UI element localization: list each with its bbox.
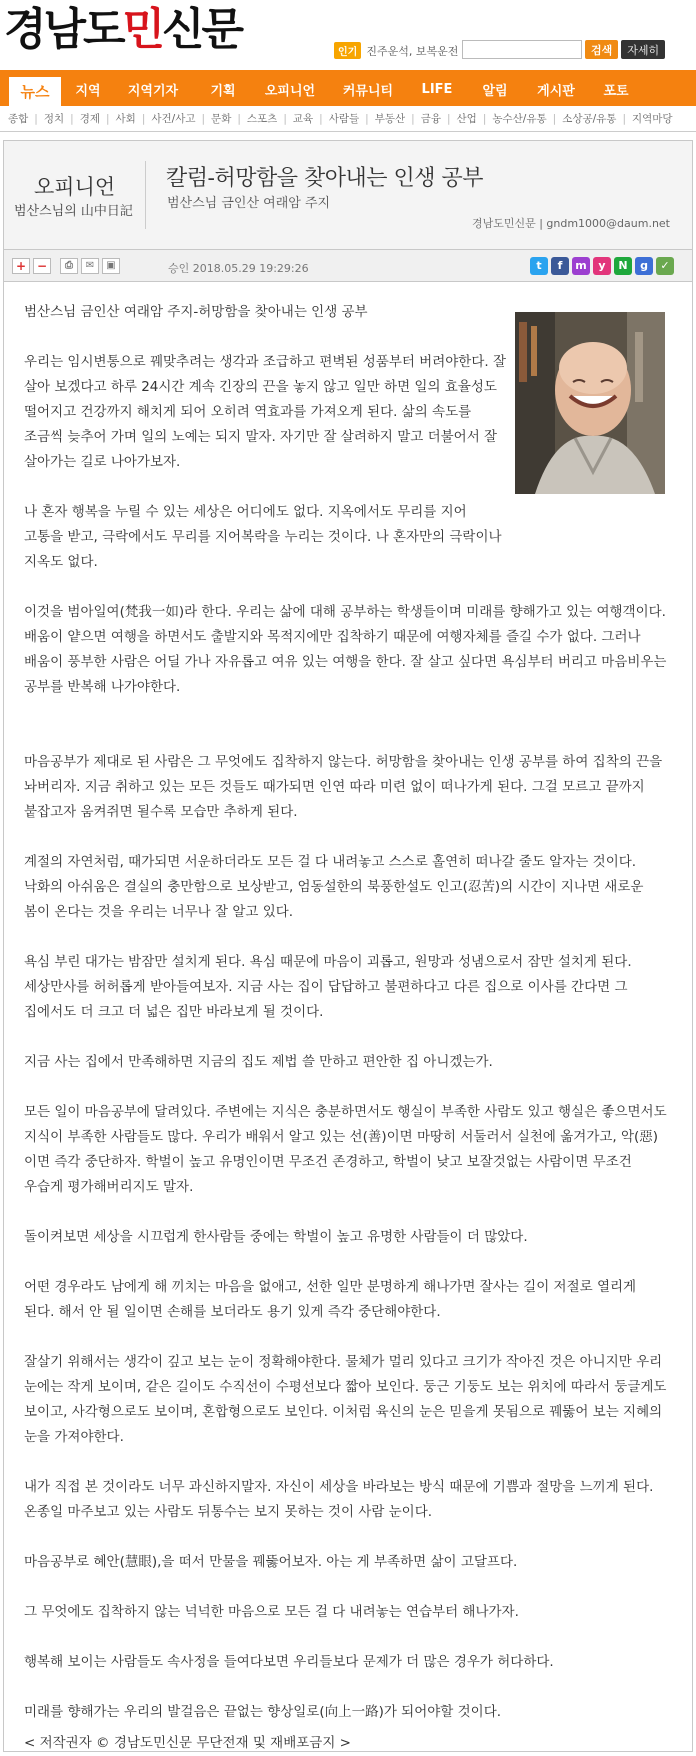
subnav-item[interactable]: 종합 (8, 113, 29, 125)
article-lead: 범산스님 금인산 여래암 주지-허망함을 찾아내는 인생 공부 (24, 304, 368, 320)
popular-keyword-text[interactable]: 진주운석, 보복운전 (366, 44, 459, 58)
logo-part-1: 경남도 (4, 4, 123, 55)
article-subtitle: 범산스님 금인산 여래암 주지 (167, 196, 331, 211)
search-bar (462, 40, 665, 59)
bookmark-icon[interactable]: ✓ (656, 257, 674, 275)
popular-badge: 인기 (334, 42, 361, 59)
sub-nav: 종합 | 정치 | 경제 | 사회 | 사건/사고 | 문화 | 스포츠 | 교육 | 사람들 | 부동산 | 금융 | 산업 | 농수산/유통 | 소상공/유통 | 지역마당 (0, 106, 696, 132)
subnav-item[interactable]: 사람들 (328, 113, 360, 125)
header-divider (145, 161, 146, 229)
subnav-item[interactable]: 농수산/유통 (492, 113, 547, 125)
naver-icon[interactable]: N (614, 257, 632, 275)
subnav-item[interactable]: 교육 (292, 113, 314, 125)
font-decrease-button[interactable]: − (33, 258, 51, 274)
article-header (3, 140, 693, 250)
nav-item-feature[interactable]: 기획 (210, 83, 236, 99)
article-paragraph: 계절의 자연처럼, 때가되면 서운하더라도 모든 걸 다 내려놓고 스스로 홀연히 떠나갈 줄도 알자는 것이다. 낙화의 아쉬움은 결실의 충만함으로 보상받고, 엄동설한의 북풍한설도 인고(忍苦)의 시간이 지나면 새로운 봄이 온다는 것을 우리는 너무나 잘 알고 있다. (24, 854, 644, 920)
popular-keywords (334, 42, 458, 59)
column-name: 범산스님의 山中日記 (14, 204, 133, 219)
nav-item-board[interactable]: 게시판 (537, 83, 575, 99)
article-title: 칼럼-허망함을 찾아내는 인생 공부 (166, 166, 483, 191)
detail-search-button[interactable]: 자세히 (621, 40, 665, 59)
nav-item-community[interactable]: 커뮤니티 (342, 83, 394, 99)
site-header (0, 0, 696, 70)
article-paragraph: 이것을 범아일여(梵我一如)라 한다. 우리는 삶에 대해 공부하는 학생들이며 미래를 향해가고 있는 여행객이다. 배움이 얕으면 여행을 하면서도 출발지와 목적지에만 집착하기 때문에 여행자체를 즐길 수가 없다. 그러나 배움이 풍부한 사람은 어딜 가나 자유롭고 여유 있는 여행을 한다. 잘 살고 싶다면 욕심부터 버리고 마음비우는 공부를 반복해 나가야한다. (24, 604, 667, 695)
article-paragraph: 모든 일이 마음공부에 달려있다. 주변에는 지식은 충분하면서도 행실이 부족한 사람도 있고 행실은 좋으면서도 지식이 부족한 사람들도 많다. 우리가 배워서 알고 있는 선(善)이면 마땅히 서둘러서 실천에 옮겨가고, 악(惡)이면 즉각 중단하자. 학벌이 높고 유명인이면 무조건 존경하고, 학벌이 낮고 보잘것없는 사람이면 무조건 우습게 평가해버리지도 말자. (24, 1104, 667, 1195)
copyright-notice: < 저작권자 © 경남도민신문 무단전재 및 재배포금지 > (24, 1735, 351, 1751)
article-paragraph: 내가 직접 본 것이라도 너무 과신하지말자. 자신이 세상을 바라보는 방식 때문에 기쁨과 절망을 느끼게 된다. 온종일 마주보고 있는 사람도 뒤통수는 보지 못하는 것이 사람 눈이다. (24, 1479, 654, 1520)
logo-part-3: 신문 (162, 4, 242, 55)
print-icon[interactable]: ⎙ (60, 258, 78, 274)
twitter-icon[interactable]: t (530, 257, 548, 275)
subnav-item[interactable]: 지역마당 (632, 113, 673, 125)
nav-item-regional-reporter[interactable]: 지역기자 (127, 83, 179, 99)
article-paragraph: 어떤 경우라도 남에게 해 끼치는 마음을 없애고, 선한 일만 분명하게 해나가면 잘사는 길이 저절로 열리게 된다. 해서 안 될 일이면 손해를 보더라도 용기 있게 즉각 중단해야한다. (24, 1279, 637, 1320)
article-paragraph: 우리는 임시변통으로 꿰맞추려는 생각과 조급하고 편벽된 성품부터 버려야한다. 잘 살아 보겠다고 하루 24시간 계속 긴장의 끈을 놓지 않고 일만 하면 일의 효율성도 떨어지고 건강까지 해치게 되어 오히려 역효과를 가져오게 된다. 삶의 속도를 조금씩 늦추어 가며 일의 노예는 되지 말자. 자기만 잘 살려하지 말고 더불어서 잘 살아가는 길로 나아가보자. (24, 354, 507, 470)
approved-timestamp: 승인 2018.05.29 19:29:26 (168, 262, 309, 275)
article-paragraph: 나 혼자 행복을 누릴 수 있는 세상은 어디에도 없다. 지옥에서도 무리를 지어 고통을 받고, 극락에서도 무리를 지어복락을 누리는 것이다. 나 혼자만의 극락이나 지옥도 없다. (24, 504, 502, 570)
nav-item-notice[interactable]: 알림 (482, 83, 508, 99)
yozm-icon[interactable]: y (593, 257, 611, 275)
subnav-item[interactable]: 사건/사고 (151, 113, 196, 125)
article-paragraph: 잘살기 위해서는 생각이 깊고 보는 눈이 정확해야한다. 물체가 멀리 있다고 크기가 작아진 것은 아니지만 우리 눈에는 작게 보이며, 같은 길이도 수직선이 수평선보다 짧아 보인다. 둥근 기둥도 보는 위치에 따라서 둥글게도 보이고, 사각형으로도 보이며, 혼합형으로도 보인다. 이처럼 육신의 눈은 믿을게 못됨으로 꿰뚫어 보는 지혜의 눈을 가져야한다. (24, 1354, 667, 1445)
email-icon[interactable]: ✉ (81, 258, 99, 274)
article-byline: 경남도민신문 | gndm1000@daum.net (471, 217, 670, 230)
subnav-item[interactable]: 스포츠 (246, 113, 278, 125)
subnav-item[interactable]: 경제 (79, 113, 100, 125)
article-paragraph: 그 무엇에도 집착하지 않는 넉넉한 마음으로 모든 걸 다 내려놓는 연습부터 해나가자. (24, 1604, 519, 1620)
logo-part-2: 민 (122, 4, 163, 55)
search-button[interactable]: 검색 (585, 40, 618, 59)
subnav-item[interactable]: 사회 (115, 113, 136, 125)
article-paragraph: 욕심 부린 대가는 밤잠만 설치게 된다. 욕심 때문에 마음이 괴롭고, 원망과 성냄으로서 잠만 설치게 된다. 세상만사를 허허롭게 받아들여보자. 지금 사는 집이 답답하고 불편하다고 다른 집으로 이사를 간다면 그 집에서도 더 크고 더 넓은 집만 바라보게 될 것이다. (24, 954, 632, 1020)
scrap-icon[interactable]: ▣ (102, 258, 120, 274)
article-body (24, 300, 670, 1750)
me2day-icon[interactable]: m (572, 257, 590, 275)
site-logo[interactable] (4, 2, 241, 58)
subnav-item[interactable]: 금융 (420, 113, 441, 125)
subnav-item[interactable]: 산업 (456, 113, 477, 125)
facebook-icon[interactable]: f (551, 257, 569, 275)
article-paragraph: 마음공부로 혜안(慧眼),을 떠서 만물을 꿰뚫어보자. 아는 게 부족하면 삶이 고달프다. (24, 1554, 518, 1570)
font-increase-button[interactable]: + (12, 258, 30, 274)
subnav-item[interactable]: 부동산 (374, 113, 406, 125)
nav-item-opinion[interactable]: 오피니언 (264, 83, 316, 99)
google-icon[interactable]: g (635, 257, 653, 275)
article-paragraph: 미래를 향해가는 우리의 발걸음은 끝없는 향상일로(向上一路)가 되어야할 것이다. (24, 1704, 502, 1720)
article-paragraph: 행복해 보이는 사람들도 속사정을 들여다보면 우리들보다 문제가 더 많은 경우가 허다하다. (24, 1654, 554, 1670)
nav-item-life[interactable]: LIFE (421, 81, 453, 97)
article-paragraph: 마음공부가 제대로 된 사람은 그 무엇에도 집착하지 않는다. 허망함을 찾아내는 인생 공부를 하여 집착의 끈을 놔버리자. 지금 취하고 있는 모든 것들도 때가되면 인연 따라 미련 없이 떠나가게 된다. 그걸 모르고 끝까지 붙잡고자 움켜쥐면 될수록 모습만 추하게 된다. (24, 754, 663, 820)
subnav-item[interactable]: 정치 (43, 113, 65, 125)
nav-item-region[interactable]: 지역 (75, 83, 101, 99)
search-input[interactable] (462, 40, 582, 59)
article-paragraph: 지금 사는 집에서 만족해하면 지금의 집도 제법 쓸 만하고 편안한 집 아니겠는가. (24, 1054, 493, 1070)
subnav-item[interactable]: 소상공/유통 (562, 113, 617, 125)
subnav-item[interactable]: 문화 (211, 113, 232, 125)
article-toolbar (3, 250, 693, 282)
article-paragraph: 돌이켜보면 세상을 시끄럽게 한사람들 중에는 학벌이 높고 유명한 사람들이 더 많았다. (24, 1229, 528, 1245)
nav-item-photo[interactable]: 포토 (603, 83, 629, 99)
main-nav (0, 70, 696, 106)
nav-item-news[interactable]: 뉴스 (6, 74, 64, 106)
section-name: 오피니언 (34, 175, 116, 199)
